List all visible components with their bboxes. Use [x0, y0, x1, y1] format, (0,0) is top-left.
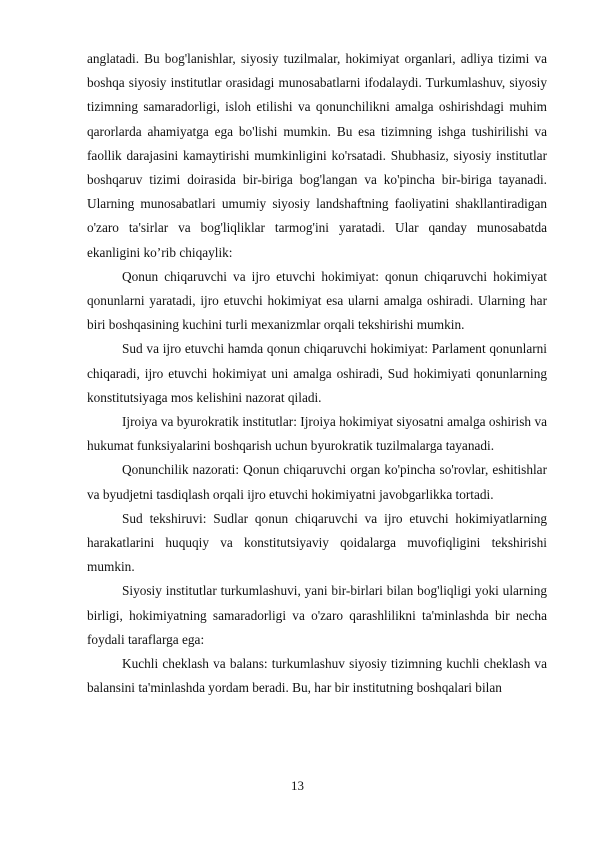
paragraph-continuation: anglatadi. Bu bog'lanishlar, siyosiy tuzilmalar, hokimiyat organlari, adliya tizimi va boshqa siyosiy institutlar orasidagi munosabatlarni ifodalaydi. Turkumlashuv, siyosiy tizimning samaradorligi, isloh etilishi va qonunchilikni amalga oshirishdagi muhim qarorlarda ahamiyatga ega bo'lishi mumkin. Bu esa tizimning ishga tushirilishi va faollik darajasini kamaytirishi mumkinligini ko'rsatadi. Shubhasiz, siyosiy institutlar boshqaruv tizimi doirasida bir-biriga bog'langan va ko'pincha bir-biriga tayanadi. Ularning munosabatlari umumiy siyosiy landshaftning faoliyatini shakllantiradigan o'zaro ta'sirlar va bog'liqliklar tarmog'ini yaratadi. Ular qanday munosabatda ekanligini ko’rib chiqaylik:	[87, 51, 547, 260]
paragraph-judicial: Sud va ijro etuvchi hamda qonun chiqaruvchi hokimiyat: Parlament qonunlarni chiqaradi, ijro etuvchi hokimiyat uni amalga oshiradi, Sud hokimiyati qonunlarning konstitutsiyaga mos kelishini nazorat qiladi.	[87, 341, 547, 405]
page-number: 13	[291, 778, 304, 793]
paragraph-institution-grouping: Siyosiy institutlar turkumlashuvi, yani bir-birlari bilan bog'liqligi yoki ularning birligi, hokimiyatning samaradorligi va o'zaro qarashlilikni ta'minlashda bir necha foydali taraflarga ega:	[87, 583, 547, 647]
paragraph-legislative-executive: Qonun chiqaruvchi va ijro etuvchi hokimiyat: qonun chiqaruvchi hokimiyat qonunlarni yaratadi, ijro etuvchi hokimiyat esa ularni amalga oshiradi. Ularning har biri boshqasining kuchini turli mexanizmlar orqali tekshirishi mumkin.	[87, 268, 547, 333]
paragraph-legislative-oversight: Qonunchilik nazorati: Qonun chiqaruvchi organ ko'pincha so'rovlar, eshitishlar va byudjetni tasdiqlash orqali ijro etuvchi hokimiyatni javobgarlikka tortadi.	[87, 462, 547, 502]
paragraph-judicial-review: Sud tekshiruvi: Sudlar qonun chiqaruvchi va ijro etuvchi hokimiyatlarning harakatlarini huquqiy va konstitutsiyaviy qoidalarga muvofiqligini tekshirishi mumkin.	[87, 510, 547, 575]
body-text	[87, 47, 547, 700]
paragraph-executive-bureaucratic: Ijroiya va byurokratik institutlar: Ijroiya hokimiyat siyosatni amalga oshirish va hukumat funksiyalarini boshqarish uchun byurokratik tuzilmalarga tayanadi.	[87, 414, 547, 454]
paragraph-checks-balances: Kuchli cheklash va balans: turkumlashuv siyosiy tizimning kuchli cheklash va balansini ta'minlashda yordam beradi. Bu, har bir institutning boshqalari bilan	[87, 656, 547, 696]
